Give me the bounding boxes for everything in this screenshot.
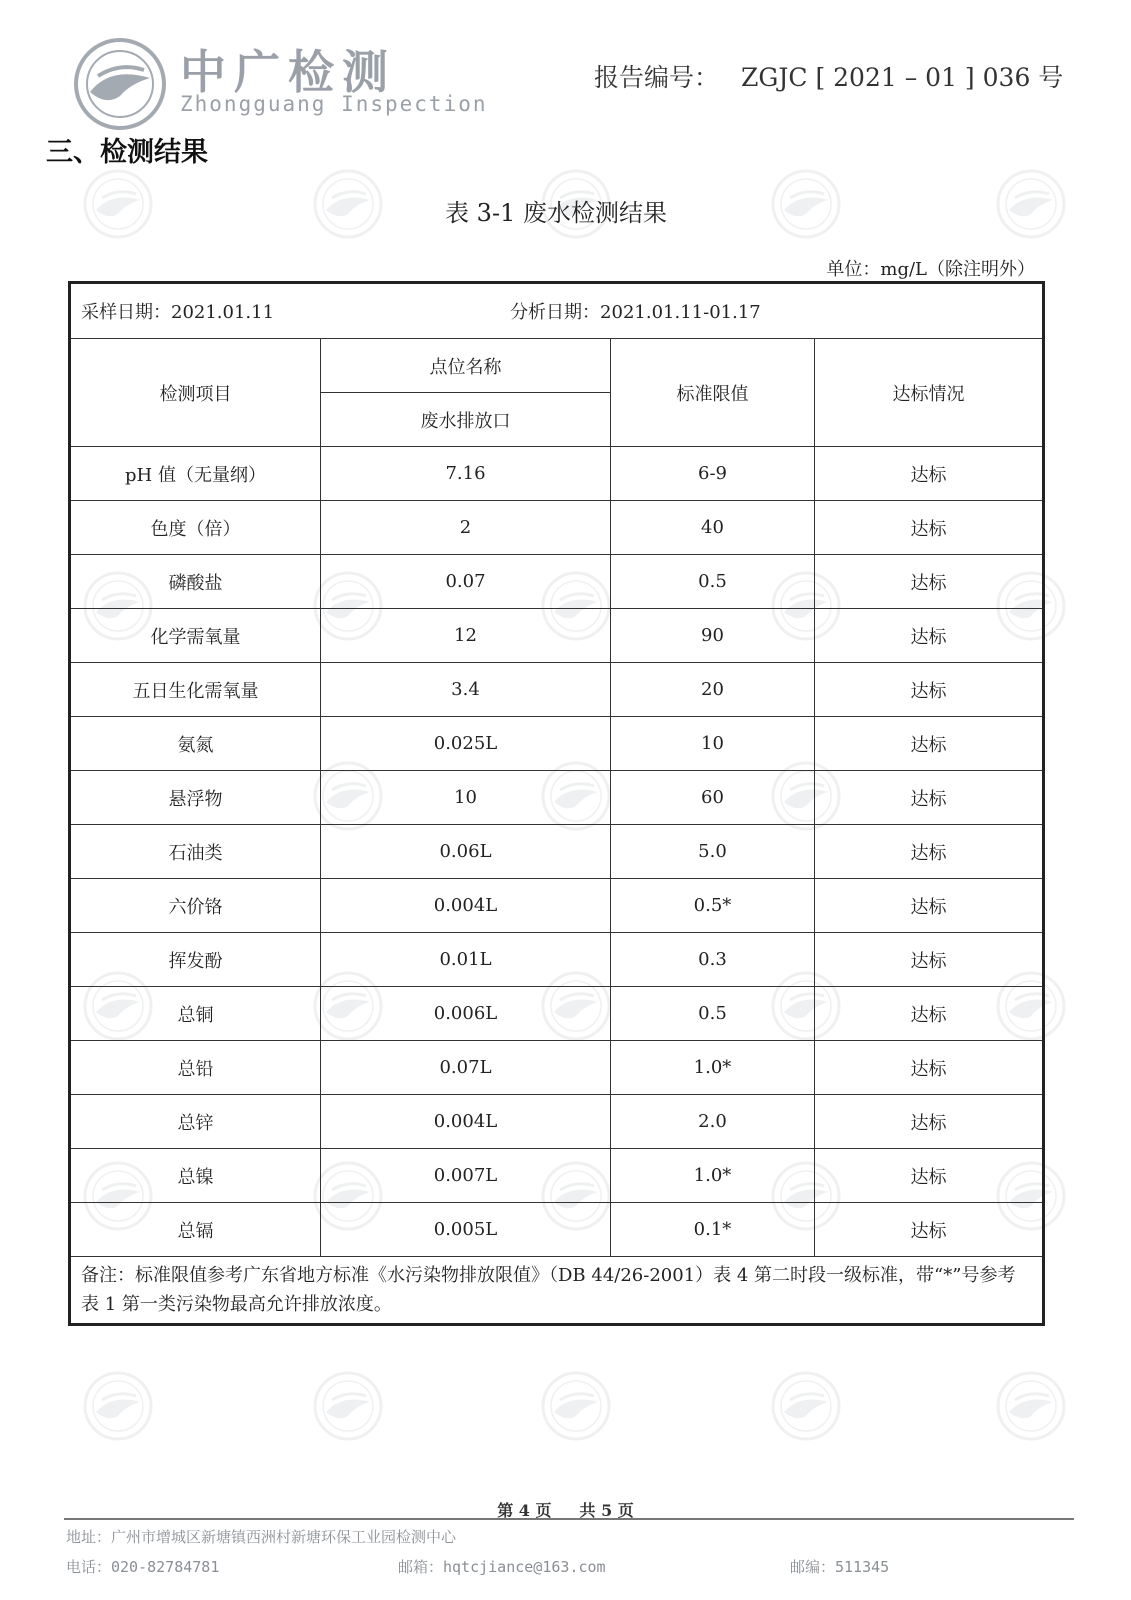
table-row xyxy=(70,663,1044,717)
unit-note: 单位：mg/L（除注明外） xyxy=(826,259,1035,280)
results-table xyxy=(68,281,1045,1326)
table-row xyxy=(70,771,1044,825)
watermark-seal-icon xyxy=(540,1370,612,1442)
col-header-limit: 标准限值 xyxy=(611,339,815,447)
table-row xyxy=(70,501,1044,555)
report-number-value: ZGJC [ 2021 – 01 ] 036 号 xyxy=(741,63,1064,92)
cell-limit: 0.1* xyxy=(611,1203,815,1257)
table-row xyxy=(70,1041,1044,1095)
cell-limit: 6-9 xyxy=(611,447,815,501)
cell-item: 色度（倍） xyxy=(70,501,321,555)
cell-value: 0.007L xyxy=(321,1149,611,1203)
cell-value: 0.006L xyxy=(321,987,611,1041)
cell-limit: 60 xyxy=(611,771,815,825)
table-row xyxy=(70,447,1044,501)
table-title: 表 3-1 废水检测结果 xyxy=(445,199,667,227)
cell-value: 12 xyxy=(321,609,611,663)
cell-item: 五日生化需氧量 xyxy=(70,663,321,717)
cell-limit: 0.5* xyxy=(611,879,815,933)
cell-status: 达标 xyxy=(815,1149,1044,1203)
table-row xyxy=(70,609,1044,663)
cell-status: 达标 xyxy=(815,1041,1044,1095)
cell-value: 0.07 xyxy=(321,555,611,609)
company-name-cn: 中广检测 xyxy=(180,45,396,99)
cell-item: 氨氮 xyxy=(70,717,321,771)
cell-item: 悬浮物 xyxy=(70,771,321,825)
table-row xyxy=(70,879,1044,933)
cell-status: 达标 xyxy=(815,825,1044,879)
table-row xyxy=(70,1203,1044,1257)
table-row xyxy=(70,555,1044,609)
cell-value: 3.4 xyxy=(321,663,611,717)
cell-status: 达标 xyxy=(815,933,1044,987)
cell-limit: 0.5 xyxy=(611,987,815,1041)
cell-item: 总镉 xyxy=(70,1203,321,1257)
cell-value: 0.06L xyxy=(321,825,611,879)
watermark-seal-icon xyxy=(312,1370,384,1442)
section-title: 三、检测结果 xyxy=(46,137,208,168)
col-header-point-name: 点位名称 xyxy=(321,339,611,393)
cell-status: 达标 xyxy=(815,987,1044,1041)
cell-limit: 40 xyxy=(611,501,815,555)
table-row xyxy=(70,987,1044,1041)
cell-limit: 0.3 xyxy=(611,933,815,987)
cell-item: 石油类 xyxy=(70,825,321,879)
watermark-seal-icon xyxy=(82,1370,154,1442)
col-header-item: 检测项目 xyxy=(70,339,321,447)
header-row xyxy=(70,339,1044,393)
table-row xyxy=(70,933,1044,987)
cell-status: 达标 xyxy=(815,1095,1044,1149)
cell-item: 总铜 xyxy=(70,987,321,1041)
cell-item: 磷酸盐 xyxy=(70,555,321,609)
cell-limit: 90 xyxy=(611,609,815,663)
cell-status: 达标 xyxy=(815,555,1044,609)
cell-limit: 10 xyxy=(611,717,815,771)
cell-value: 0.004L xyxy=(321,879,611,933)
remark-text: 备注：标准限值参考广东省地方标准《水污染物排放限值》（DB 44/26-2001）表 4 第二时段一级标准，带“*”号参考表 1 第一类污染物最高允许排放浓度。 xyxy=(70,1257,1044,1325)
cell-limit: 0.5 xyxy=(611,555,815,609)
cell-limit: 1.0* xyxy=(611,1041,815,1095)
cell-item: 挥发酚 xyxy=(70,933,321,987)
cell-limit: 2.0 xyxy=(611,1095,815,1149)
report-number-label: 报告编号： xyxy=(594,63,720,92)
cell-status: 达标 xyxy=(815,717,1044,771)
cell-status: 达标 xyxy=(815,609,1044,663)
col-header-status: 达标情况 xyxy=(815,339,1044,447)
page-total: 共 5 页 xyxy=(579,1501,634,1520)
table-row xyxy=(70,1095,1044,1149)
cell-status: 达标 xyxy=(815,447,1044,501)
footer-address: 地址：广州市增城区新塘镇西洲村新塘环保工业园检测中心 xyxy=(66,1528,457,1546)
cell-limit: 1.0* xyxy=(611,1149,815,1203)
watermark-seal-icon xyxy=(770,1370,842,1442)
cell-value: 7.16 xyxy=(321,447,611,501)
cell-value: 10 xyxy=(321,771,611,825)
cell-status: 达标 xyxy=(815,879,1044,933)
cell-item: pH 值（无量纲） xyxy=(70,447,321,501)
footer-postcode: 邮编：511345 xyxy=(790,1558,890,1576)
cell-status: 达标 xyxy=(815,501,1044,555)
page-current: 第 4 页 xyxy=(497,1501,552,1520)
report-number xyxy=(594,58,1063,94)
cell-value: 2 xyxy=(321,501,611,555)
cell-limit: 5.0 xyxy=(611,825,815,879)
cell-item: 总镍 xyxy=(70,1149,321,1203)
cell-item: 化学需氧量 xyxy=(70,609,321,663)
table-row xyxy=(70,825,1044,879)
cell-item: 总锌 xyxy=(70,1095,321,1149)
footer-divider xyxy=(64,1518,1074,1520)
cell-status: 达标 xyxy=(815,663,1044,717)
cell-item: 总铅 xyxy=(70,1041,321,1095)
col-header-point: 废水排放口 xyxy=(321,393,611,447)
cell-limit: 20 xyxy=(611,663,815,717)
cell-status: 达标 xyxy=(815,771,1044,825)
cell-value: 0.025L xyxy=(321,717,611,771)
cell-status: 达标 xyxy=(815,1203,1044,1257)
footer-phone: 电话：020-82784781 xyxy=(66,1558,220,1576)
table-row xyxy=(70,1149,1044,1203)
dates-row xyxy=(70,283,1044,339)
watermark-seal-icon xyxy=(995,1370,1067,1442)
cell-value: 0.005L xyxy=(321,1203,611,1257)
analysis-date: 分析日期：2021.01.11-01.17 xyxy=(510,302,761,323)
cell-value: 0.07L xyxy=(321,1041,611,1095)
company-logo-icon xyxy=(72,36,168,132)
sampling-date: 采样日期：2021.01.11 xyxy=(81,302,275,323)
footer-email: 邮箱：hqtcjiance@163.com xyxy=(398,1558,606,1576)
cell-value: 0.004L xyxy=(321,1095,611,1149)
remark-row xyxy=(70,1257,1044,1325)
table-row xyxy=(70,717,1044,771)
cell-item: 六价铬 xyxy=(70,879,321,933)
company-name-en: Zhongguang Inspection xyxy=(180,92,488,116)
cell-value: 0.01L xyxy=(321,933,611,987)
